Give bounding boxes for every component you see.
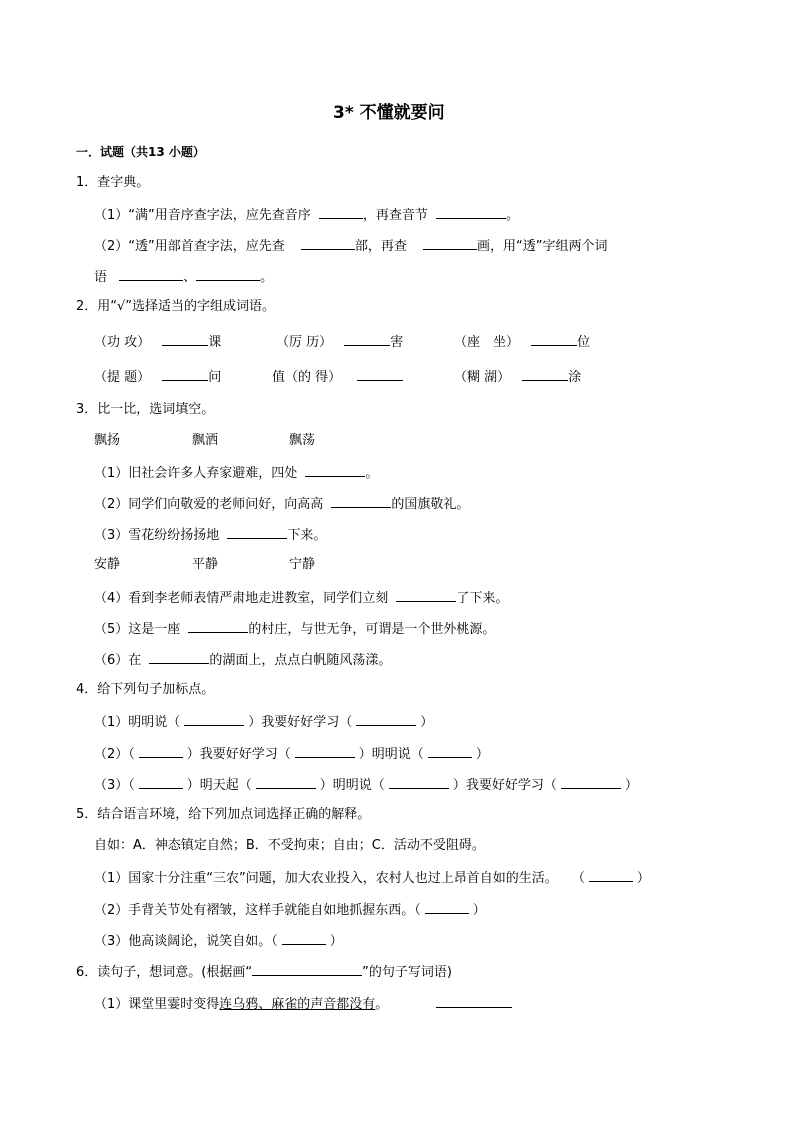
answer-blank[interactable] bbox=[396, 588, 456, 602]
question-1-item-1: （1）“满”用音序查字法，应先查音序 ，再查音节 。 bbox=[94, 205, 519, 225]
answer-blank[interactable] bbox=[522, 367, 568, 381]
answer-blank[interactable] bbox=[319, 205, 363, 219]
question-2-row-1-c: （座 坐） 位 bbox=[454, 332, 590, 352]
answer-blank[interactable] bbox=[162, 367, 208, 381]
answer-blank[interactable] bbox=[423, 236, 477, 250]
question-4-item-1: （1）明明说（ ）我要好好学习（ ） bbox=[94, 712, 433, 732]
question-5-item-1: （1）国家十分注重“三农”问题，加大农业投入，农村人也过上昂首自如的生活。 （ ） bbox=[94, 868, 650, 888]
underlined-phrase: 连乌鸦、麻雀的声音都没有 bbox=[219, 997, 376, 1012]
question-6-item-1: （1）课堂里霎时变得连乌鸦、麻雀的声音都没有。 bbox=[94, 994, 512, 1014]
answer-blank[interactable] bbox=[589, 868, 633, 882]
answer-blank[interactable] bbox=[149, 650, 209, 664]
question-5-item-3: （3）他高谈阔论，说笑自如。（ ） bbox=[94, 931, 343, 951]
question-3-heading: 3．比一比，选词填空。 bbox=[76, 402, 215, 417]
word-choice-5: 平静 bbox=[192, 557, 219, 572]
question-2-row-1-b: （厉 历） 害 bbox=[276, 332, 403, 352]
question-4-item-3: （3）（ ）明天起（ ）明明说（ ）我要好好学习（ ） bbox=[94, 775, 638, 795]
answer-blank[interactable] bbox=[139, 775, 183, 789]
answer-blank[interactable] bbox=[196, 267, 260, 281]
answer-blank[interactable] bbox=[436, 205, 506, 219]
answer-blank[interactable] bbox=[295, 744, 355, 758]
section-heading: 一．试题（共13 小题） bbox=[76, 145, 205, 159]
question-1-item-2: （2）“透”用部首查字法，应先查 部，再查 画，用“透”字组两个词 bbox=[94, 236, 608, 256]
word-choice-2: 飘洒 bbox=[192, 433, 219, 448]
word-choice-3: 飘荡 bbox=[289, 433, 316, 448]
question-3-item-5: （5）这是一座 的村庄，与世无争，可谓是一个世外桃源。 bbox=[94, 619, 495, 639]
question-3-item-6: （6）在 的湖面上，点点白帆随风荡漾。 bbox=[94, 650, 391, 670]
answer-blank[interactable] bbox=[428, 744, 472, 758]
word-choice-4: 安静 bbox=[94, 557, 121, 572]
answer-blank[interactable] bbox=[256, 775, 316, 789]
question-5-item-2: （2）手背关节处有褶皱，这样手就能自如地抓握东西。（ ） bbox=[94, 900, 486, 920]
answer-blank[interactable] bbox=[344, 332, 390, 346]
answer-blank[interactable] bbox=[301, 236, 355, 250]
answer-blank[interactable] bbox=[561, 775, 621, 789]
answer-blank[interactable] bbox=[389, 775, 449, 789]
answer-blank[interactable] bbox=[305, 463, 365, 477]
question-4-heading: 4．给下列句子加标点。 bbox=[76, 682, 215, 697]
question-3-item-2: （2）同学们向敬爱的老师问好，向高高 的国旗敬礼。 bbox=[94, 494, 469, 514]
answer-blank[interactable] bbox=[227, 525, 287, 539]
word-choice-6: 宁静 bbox=[289, 557, 316, 572]
question-3-item-1: （1）旧社会许多人弃家避难，四处 。 bbox=[94, 463, 378, 483]
question-2-row-2-b: 值（的 得） bbox=[272, 367, 403, 387]
answer-blank[interactable] bbox=[282, 931, 326, 945]
underline-sample bbox=[252, 962, 362, 976]
answer-blank[interactable] bbox=[356, 712, 416, 726]
page-title: 3* 不懂就要问 bbox=[333, 103, 445, 123]
answer-blank[interactable] bbox=[357, 367, 403, 381]
question-2-heading: 2．用“√”选择适当的字组成词语。 bbox=[76, 299, 276, 314]
definition-line: 自如：A．神态镇定自然；B．不受拘束；自由；C．活动不受阻碍。 bbox=[94, 838, 485, 853]
question-1-item-2-cont: 语 、 。 bbox=[94, 267, 273, 287]
question-3-item-4: （4）看到李老师表情严肃地走进教室，同学们立刻 了下来。 bbox=[94, 588, 508, 608]
word-choice-1: 飘扬 bbox=[94, 433, 121, 448]
answer-blank[interactable] bbox=[531, 332, 577, 346]
answer-blank[interactable] bbox=[331, 494, 391, 508]
answer-blank[interactable] bbox=[184, 712, 244, 726]
answer-blank[interactable] bbox=[188, 619, 248, 633]
answer-blank[interactable] bbox=[425, 900, 469, 914]
question-2-row-1-a: （功 攻） 课 bbox=[94, 332, 221, 352]
answer-blank[interactable] bbox=[119, 267, 183, 281]
question-5-heading: 5．结合语言环境，给下列加点词选择正确的解释。 bbox=[76, 807, 371, 822]
question-6-heading: 6．读句子，想词意。(根据画“ ”的句子写词语) bbox=[76, 962, 452, 982]
answer-blank[interactable] bbox=[162, 332, 208, 346]
question-4-item-2: （2）（ ）我要好好学习（ ）明明说（ ） bbox=[94, 744, 489, 764]
question-1-heading: 1．查字典。 bbox=[76, 175, 150, 190]
question-2-row-2-c: （糊 湖） 涂 bbox=[454, 367, 581, 387]
question-2-row-2-a: （提 题） 问 bbox=[94, 367, 221, 387]
answer-blank[interactable] bbox=[139, 744, 183, 758]
question-3-item-3: （3）雪花纷纷扬扬地 下来。 bbox=[94, 525, 326, 545]
answer-blank[interactable] bbox=[436, 994, 512, 1008]
